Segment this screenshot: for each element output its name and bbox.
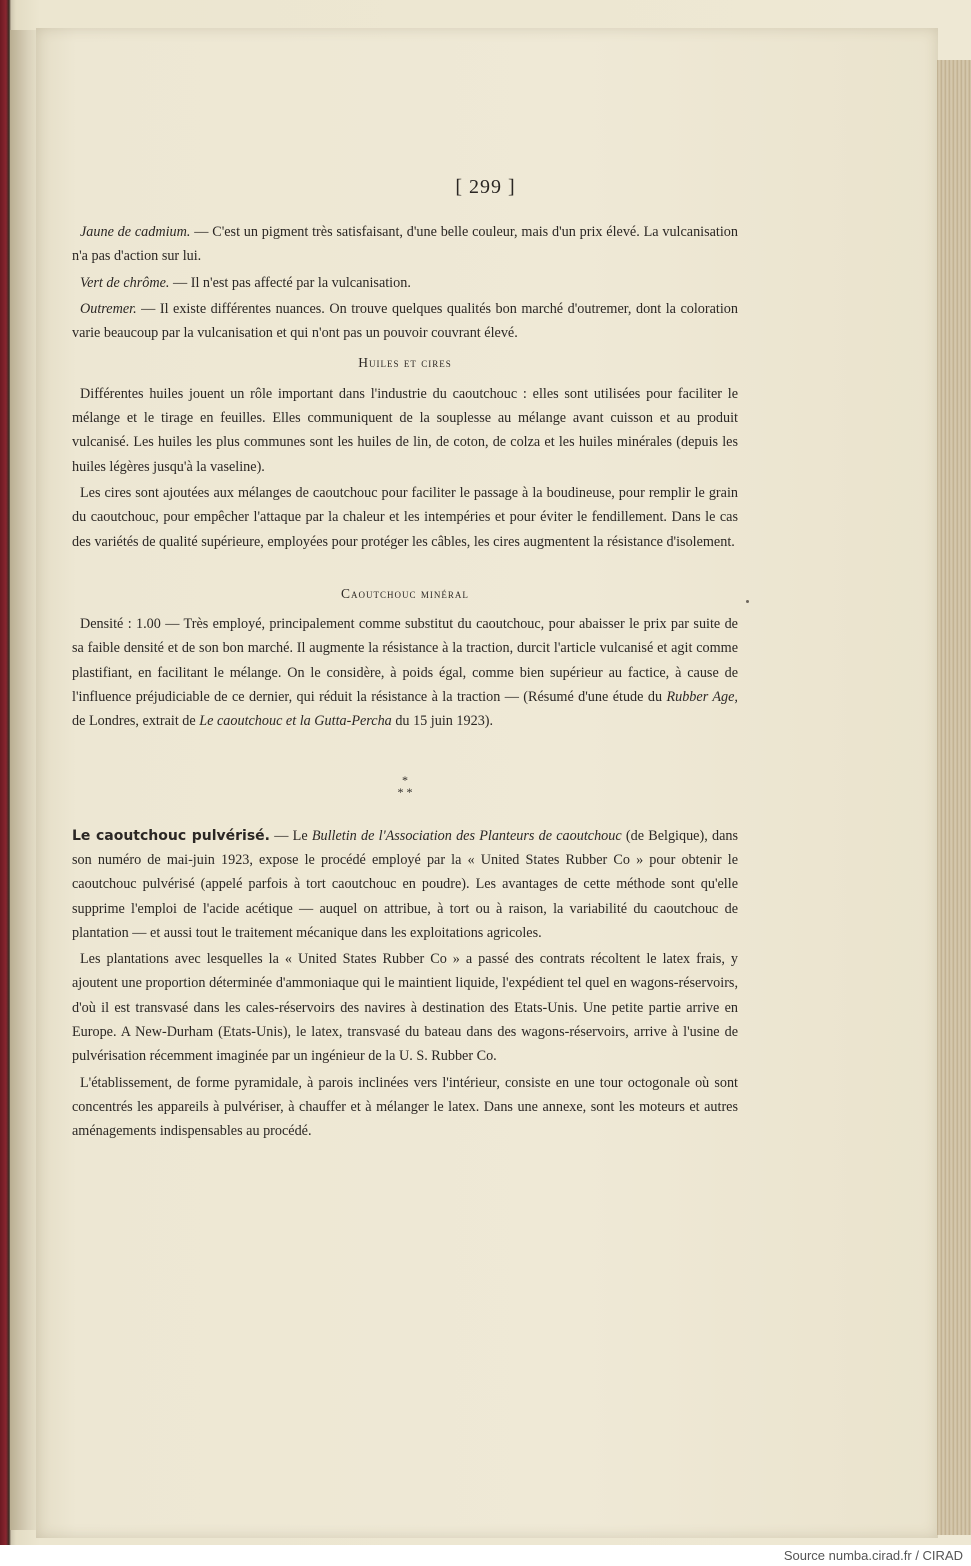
paragraph-jaune — [72, 220, 738, 269]
mineral-ref-b: Le caoutchouc et la Gutta-Percha — [199, 713, 392, 730]
article-p1-a: — Le — [269, 827, 312, 844]
article-title: Le caoutchouc pulvérisé. — [72, 827, 270, 844]
source-credit: Source numba.cirad.fr / CIRAD — [0, 1545, 971, 1566]
heading-huiles: Huiles et cires — [358, 355, 452, 371]
mineral-text-a: Densité : 1.00 — Très employé, principalement comme substitut du caoutchouc, pour abaisser le prix par suite de sa faible densité et de son bon marché. Il augmente la résistance à la traction, durcit l'article vulcanisé et agit comme plastifiant, en facilitant le mélange. On le considère, à poids égal, comme bien supérieur au factice, à cause de l'influence préjudiciable de ce dernier, qui réduit la résistance à la traction — (Résumé d'une étude du — [72, 616, 738, 706]
separator-top: * — [402, 772, 408, 787]
separator-bottom: * * — [397, 784, 413, 799]
term-vert: Vert de chrôme. — [80, 274, 170, 291]
heading-caoutchouc-mineral: Caoutchouc minéral — [341, 585, 469, 601]
article-p1-ref: Bulletin de l'Association des Planteurs de caoutchouc — [311, 827, 622, 844]
article-p1-b: (de Belgique), dans son numéro de mai-juin 1923, expose le procédé employé par la « United States Rubber Co » pour obtenir le caoutchouc pulvérisé (appelé parfois à tort caoutchouc en poudre). Les avantages de cette méthode sont qu'elle supprime l'emploi de l'acide acétique — auquel on attribue, à tort ou à raison, la variabilité du caoutchouc de plantation — et aussi tout le traitement mécanique dans les exploitations agricoles. — [72, 827, 738, 941]
term-jaune: Jaune de cadmium. — [80, 224, 191, 240]
paragraph-article-1 — [72, 824, 738, 945]
page-number: [ 299 ] — [455, 176, 516, 198]
text-outremer: — Il existe différentes nuances. On trouve quelques qualités bon marché d'outremer, dont la coloration varie beaucoup par la vulcanisation et qui n'ont pas un pouvoir couvrant élevé. — [72, 300, 738, 342]
paragraph-article-2: Les plantations avec lesquelles la « United States Rubber Co » a passé des contrats récoltent le latex frais, y ajoutent une proportion déterminée d'ammoniaque qui le maintient liquide, l'expédient tel quel en wagons-réservoirs, d'où il est transvasé dans les cales-réservoirs des navires à destination des Etats-Unis. Une petite partie arrive en Europe. A New-Durham (Etats-Unis), le latex, transvasé du bateau dans des wagons-réservoirs, arrive à l'usine de pulvérisation récemment imaginée par un ingénieur de la U. S. Rubber Co. — [72, 951, 738, 1065]
paragraph-vert — [72, 271, 738, 295]
paragraph-huiles: Différentes huiles jouent un rôle important dans l'industrie du caoutchouc : elles sont utilisées pour faciliter le mélange et le tirage en feuilles. Elles communiquent de la souplesse au mélange avant cuisson et au produit vulcanisé. Les huiles les plus communes sont les huiles de lin, de coton, de colza et les huiles minérales (depuis les huiles légères jusqu'à la vaseline). — [72, 385, 738, 475]
paragraph-article-3: L'établissement, de forme pyramidale, à parois inclinées vers l'intérieur, consiste en une tour octogonale où sont concentrés les appareils à pulvériser, à chauffer et à mélanger le latex. Dans une annexe, sont les moteurs et autres aménagements indispensables au procédé. — [72, 1074, 738, 1140]
page-edges — [937, 60, 971, 1535]
stray-mark — [746, 600, 749, 603]
mineral-ref-a: Rubber Age, — [666, 689, 738, 706]
text-jaune: — C'est un pigment très satisfaisant, d'une belle couleur, mais d'un prix élevé. La vulcanisation n'a pas d'action sur lui. — [72, 224, 738, 265]
paragraph-cires: Les cires sont ajoutées aux mélanges de caoutchouc pour faciliter le passage à la boudineuse, pour remplir le grain du caoutchouc, pour empêcher l'attaque par la chaleur et les intempéries et pour éviter le fendillement. Dans le cas des variétés de qualité supérieure, employées pour protéger les câbles, les cires augmentent la résistance d'isolement. — [72, 484, 738, 550]
text-vert: — Il n'est pas affecté par la vulcanisation. — [169, 274, 411, 291]
paragraph-outremer — [72, 297, 738, 346]
mineral-text-b: de Londres, extrait de — [72, 713, 200, 730]
paragraph-mineral — [72, 612, 738, 733]
term-outremer: Outremer. — [80, 300, 137, 317]
page-content — [72, 220, 738, 1146]
mineral-text-c: du 15 juin 1923). — [391, 713, 494, 730]
section-separator — [72, 774, 738, 798]
